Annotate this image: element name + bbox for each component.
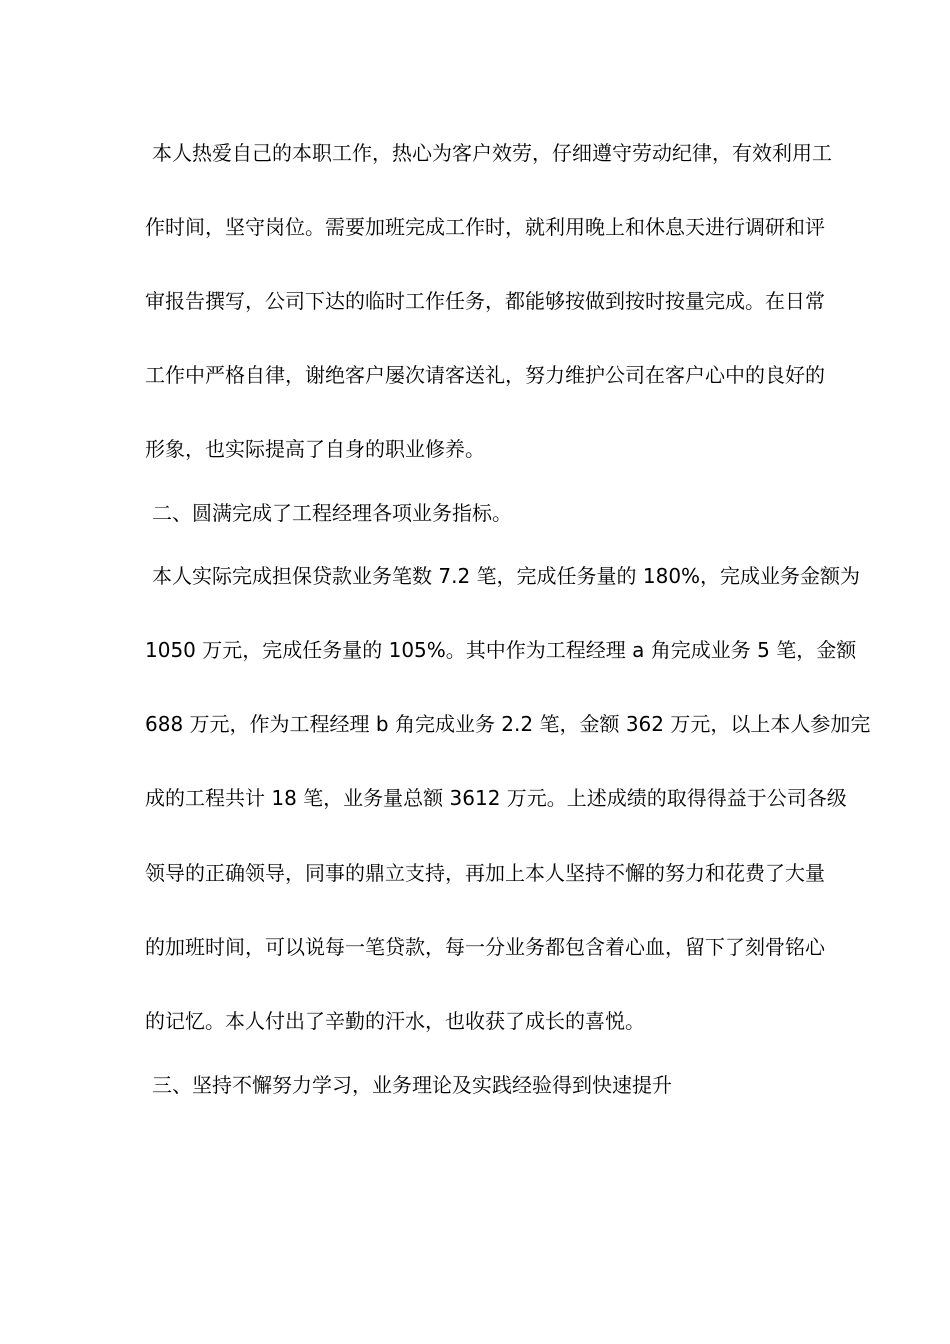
paragraph-line: 本人实际完成担保贷款业务笔数 7.2 笔，完成任务量的 180%，完成业务金额为	[152, 564, 861, 588]
paragraph-line: 的记忆。本人付出了辛勤的汗水，也收获了成长的喜悦。	[145, 1009, 645, 1033]
paragraph-line: 成的工程共计 18 笔，业务量总额 3612 万元。上述成绩的取得得益于公司各级	[145, 786, 847, 810]
paragraph-line: 688 万元，作为工程经理 b 角完成业务 2.2 笔，金额 362 万元，以上本人参加完	[145, 712, 871, 736]
paragraph-line: 本人热爱自己的本职工作，热心为客户效劳，仔细遵守劳动纪律，有效利用工	[152, 141, 832, 165]
section-heading: 三、坚持不懈努力学习，业务理论及实践经验得到快速提升	[152, 1073, 672, 1097]
paragraph-line: 工作中严格自律，谢绝客户屡次请客送礼，努力维护公司在客户心中的良好的	[145, 363, 825, 387]
paragraph-line: 的加班时间，可以说每一笔贷款，每一分业务都包含着心血，留下了刻骨铭心	[145, 935, 825, 959]
paragraph-line: 审报告撰写，公司下达的临时工作任务，都能够按做到按时按量完成。在日常	[145, 289, 825, 313]
paragraph-line: 形象，也实际提高了自身的职业修养。	[145, 437, 485, 461]
paragraph-line: 1050 万元，完成任务量的 105%。其中作为工程经理 a 角完成业务 5 笔，金额	[145, 638, 857, 662]
section-heading: 二、圆满完成了工程经理各项业务指标。	[152, 501, 512, 525]
paragraph-line: 领导的正确领导，同事的鼎立支持，再加上本人坚持不懈的努力和花费了大量	[145, 861, 825, 885]
paragraph-line: 作时间，坚守岗位。需要加班完成工作时，就利用晚上和休息天进行调研和评	[145, 215, 825, 239]
